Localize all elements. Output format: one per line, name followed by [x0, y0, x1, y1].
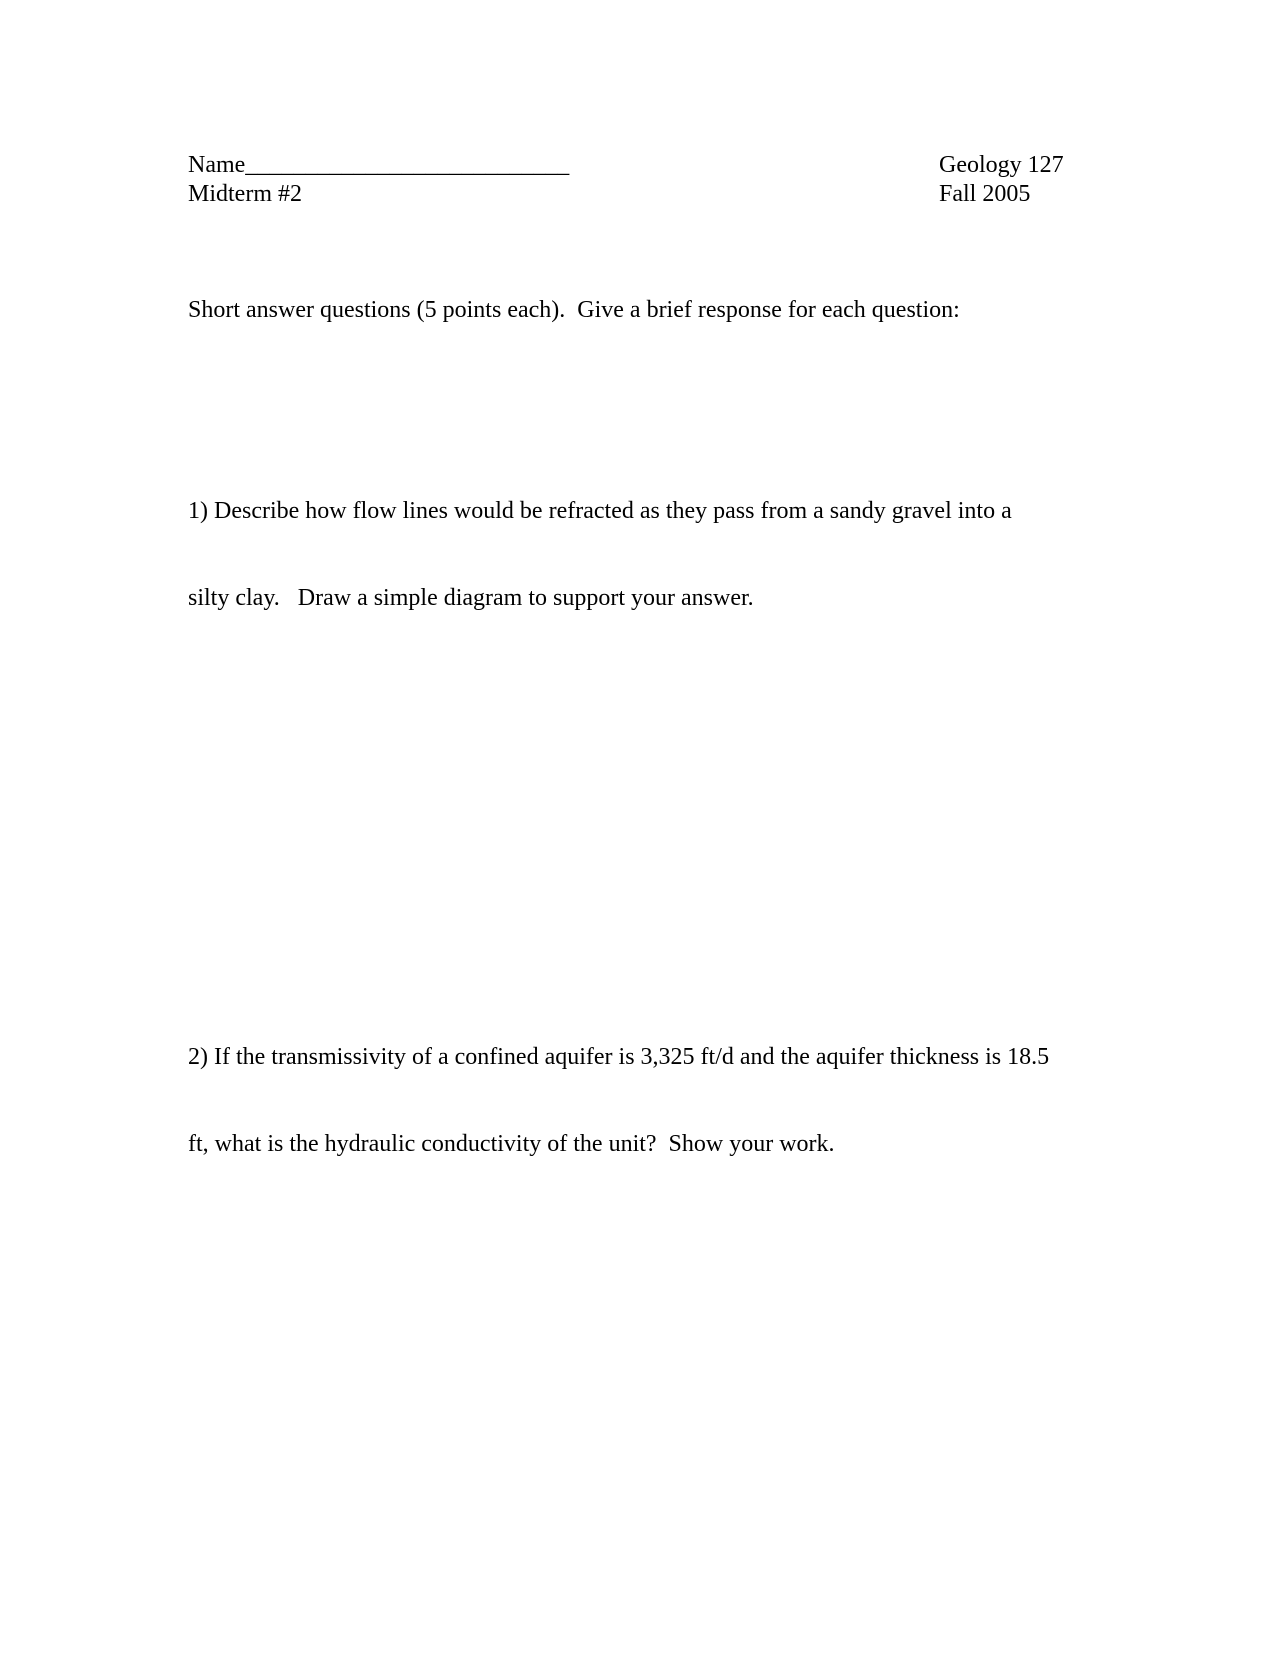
question-2 — [188, 985, 1049, 1217]
question-2-line-1: 2) If the transmissivity of a confined aquifer is 3,325 ft/d and the aquifer thickness is 18.5 — [188, 1044, 1050, 1070]
question-1-line-2: silty clay. Draw a simple diagram to support your answer. — [188, 585, 754, 611]
question-1-line-1: 1) Describe how flow lines would be refracted as they pass from a sandy gravel into a — [188, 498, 1012, 524]
instructions-text: Short answer questions (5 points each). Give a brief response for each question: — [188, 297, 960, 323]
question-2-line-2: ft, what is the hydraulic conductivity of the unit? Show your work. — [188, 1131, 835, 1157]
exam-title: Midterm #2 — [188, 181, 302, 207]
name-field-label: Name___________________________ — [188, 152, 570, 178]
question-1 — [188, 439, 1012, 671]
term-label: Fall 2005 — [939, 181, 1031, 207]
course-name: Geology 127 — [939, 152, 1064, 178]
